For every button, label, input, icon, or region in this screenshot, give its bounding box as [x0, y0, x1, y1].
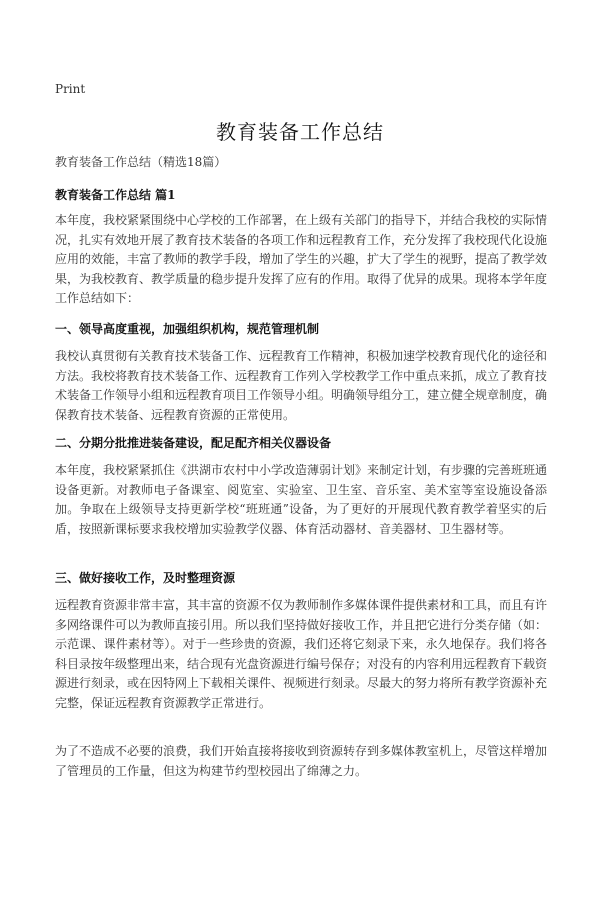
heading-2: 二、分期分批推进装备建设，配足配齐相关仪器设备: [55, 436, 332, 450]
document-title: 教育装备工作总结: [216, 120, 384, 144]
print-label: Print: [55, 82, 86, 96]
paragraph-4: 为了不造成不必要的浪费，我们开始直接将接收到资源转存到多媒体教室机上，尽管这样增加了管理员的工作量，但这为构建节约型校园出了绵薄之力。: [55, 744, 548, 778]
paragraph-3: 远程教育资源非常丰富，其丰富的资源不仅为教师制作多媒体课件提供素材和工具，而且有许多网络课件可以为教师直接引用。所以我们坚持做好接收工作，并且把它进行分类存储（如：示范课、课件素材等）。对于一些珍贵的资源，我们还将它刻录下来，永久地保存。我们将各科目录按年级整理出来，结合现有光盘资源进行编号保存；对没有的内容利用远程教育下载资源进行刻录，或在因特网上下载相关课件、视频进行刻录。尽最大的努力将所有教学资源补充完整，保证远程教育资源教学正常进行。: [55, 598, 548, 710]
heading-3: 三、做好接收工作，及时整理资源: [55, 571, 236, 585]
heading-1: 一、领导高度重视，加强组织机构，规范管理机制: [55, 322, 320, 336]
intro-paragraph: 本年度，我校紧紧围绕中心学校的工作部署，在上级有关部门的指导下，并结合我校的实际情况，扎实有效地开展了教育技术装备的各项工作和远程教育工作，充分发挥了我校现代化设施应用的效能，丰富了教师的教学手段，增加了学生的兴趣，扩大了学生的视野，提高了教学效果，为我校教育、教学质量的稳步提升发挥了应有的作用。取得了优异的成果。现将本学年度工作总结如下：: [55, 213, 548, 305]
paragraph-1: 我校认真贯彻有关教育技术装备工作、远程教育工作精神，积极加速学校教育现代化的途径和方法。我校将教育技术装备工作、远程教育工作列入学校教学工作中重点来抓，成立了教育技术装备工作领导小组和远程教育项目工作领导小组。明确领导组分工，建立健全规章制度，确保教育技术装备、远程教育资源的正常使用。: [55, 349, 548, 422]
document-subtitle: 教育装备工作总结（精选18篇）: [55, 155, 227, 169]
section-title: 教育装备工作总结 篇1: [55, 188, 176, 202]
paragraph-2: 本年度，我校紧紧抓住《洪湖市农村中小学改造薄弱计划》来制定计划，有步骤的完善班班通设备更新。对教师电子备课室、阅览室、实验室、卫生室、音乐室、美术室等室设施设备添加。争取在上级领导支持更新学校“班班通”设备，为了更好的开展现代教育教学着坚实的后盾，按照新课标要求我校增加实验教学仪器、体育活动器材、音美器材、卫生器材等。: [55, 463, 548, 536]
